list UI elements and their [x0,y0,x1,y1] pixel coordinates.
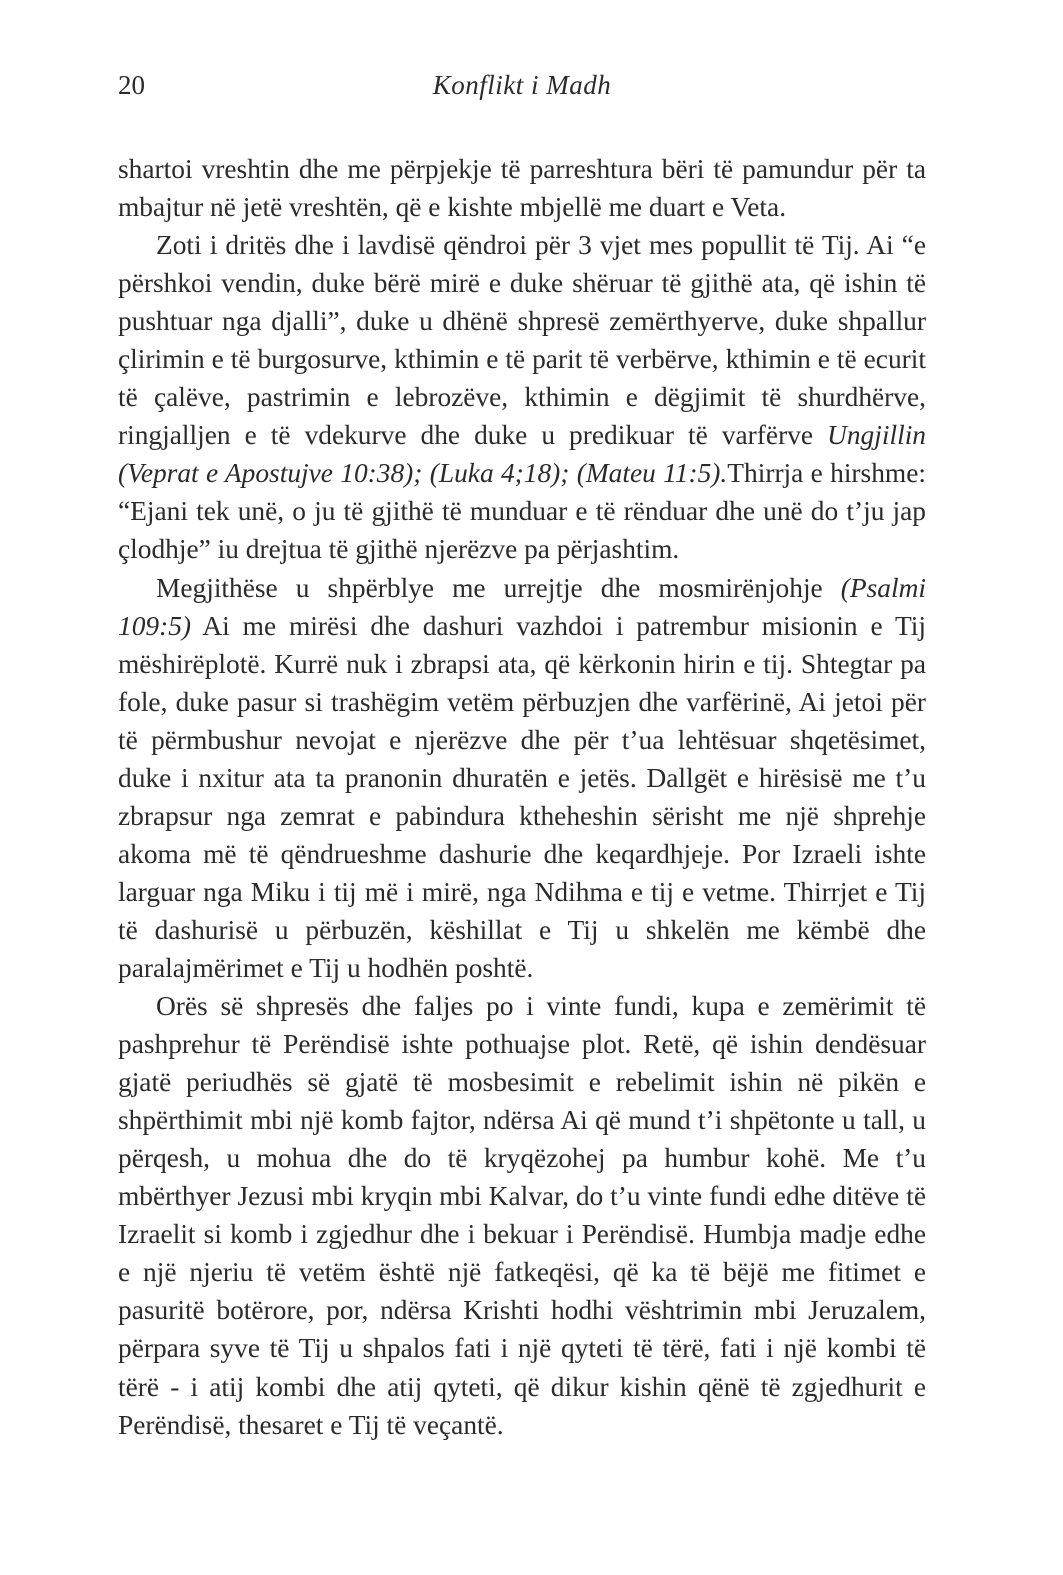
paragraph-4: Orës së shpresës dhe faljes po i vinte fundi, kupa e zemërimit të pashprehur të Perëndisë ishte pothuajse plot. Retë, që ishin dendësuar gjatë periudhës së gjatë të mosbesimit e rebelimit ishin në pikën e shpërthimit mbi një komb fajtor, ndërsa Ai që mund t’i shpëtonte u tall, u përqesh, u mohua dhe do të kryqëzohej pa humbur kohë. Me t’u mbërthyer Jezusi mbi kryqin mbi Kalvar, do t’u vinte fundi edhe ditëve të Izraelit si komb i zgjedhur dhe i bekuar i Perëndisë. Humbja madje edhe e një njeriu të vetëm është një fatkeqësi, që ka të bëjë me fitimet e pasuritë botërore, por, ndërsa Krishti hodhi vështrimin mbi Jeruzalem, përpara syve të Tij u shpalos fati i një qyteti të tërë, fati i një kombi të tërë - i atij kombi dhe atij qyteti, që dikur kishin qënë të zgjedhurit e Perëndisë, thesaret e Tij të veçantë. [118,991,926,1440]
scripture-reference: (Psalmi 109:5) [118,572,926,641]
paragraph-3 [118,569,926,988]
paragraph-3-text-b: Ai me mirësi dhe dashuri vazhdoi i patrembur misionin e Tij mëshirëplotë. Kurrë nuk i zbrapsi ata, që kërkonin hirin e tij. Shtegtar pa fole, duke pasur si trashëgim vetëm përbuzjen dhe varfërinë, Ai jetoi për të përmbushur nevojat e njerëzve dhe për t’ua lehtësuar shqetësimet, duke i nxitur ata ta pranonin dhuratën e jetës. Dallgët e hirësisë me t’u zbrapsur nga zemrat e pabindura ktheheshin sërisht me një shprehje akoma më të qëndrueshme dashurie dhe keqardhjeje. Por Izraeli ishte larguar nga Miku i tij më i mirë, nga Ndihma e tij e vetme. Thirrjet e Tij të dashurisë u përbuzën, këshillat e Tij u shkelën me këmbë dhe paralajmërimet e Tij u hodhën poshtë. [118,610,926,983]
running-title: Konflikt i Madh [432,70,612,100]
paragraph-1: shartoi vreshtin dhe me përpjekje të parreshtura bëri të pamundur për ta mbajtur në jetë vreshtën, që e kishte mbjellë me duart e Veta. [118,154,926,223]
paragraph-2 [118,226,926,568]
body-text [118,150,926,1444]
page-number: 20 [118,70,145,100]
paragraph-2-text-b: Thirrja e hirshme: “Ejani tek unë, o ju të gjithë të munduar e të rënduar dhe unë do t’ju jap çlodhje” iu drejtua të gjithë njerëzve pa përjashtim. [118,458,926,565]
scripture-reference: Ungjillin (Veprat e Apostujve 10:38); (Luka 4;18); (Mateu 11:5). [118,420,926,489]
paragraph-3-text-a: Megjithëse u shpërblye me urrejtje dhe mosmirënjohje [156,572,841,603]
paragraph-2-text-a: Zoti i dritës dhe i lavdisë qëndroi për 3 vjet mes popullit të Tij. Ai “e përshkoi vendin, duke bërë mirë e duke shëruar të gjithë ata, që ishin të pushtuar nga djalli”, duke u dhënë shpresë zemërthyerve, duke shpallur çlirimin e të burgosurve, kthimin e të parit të verbërve, kthimin e të ecurit të çalëve, pastrimin e lebrozëve, kthimin e dëgjimit të shurdhërve, ringjalljen e të vdekurve dhe duke u predikuar të varfërve [118,230,926,451]
